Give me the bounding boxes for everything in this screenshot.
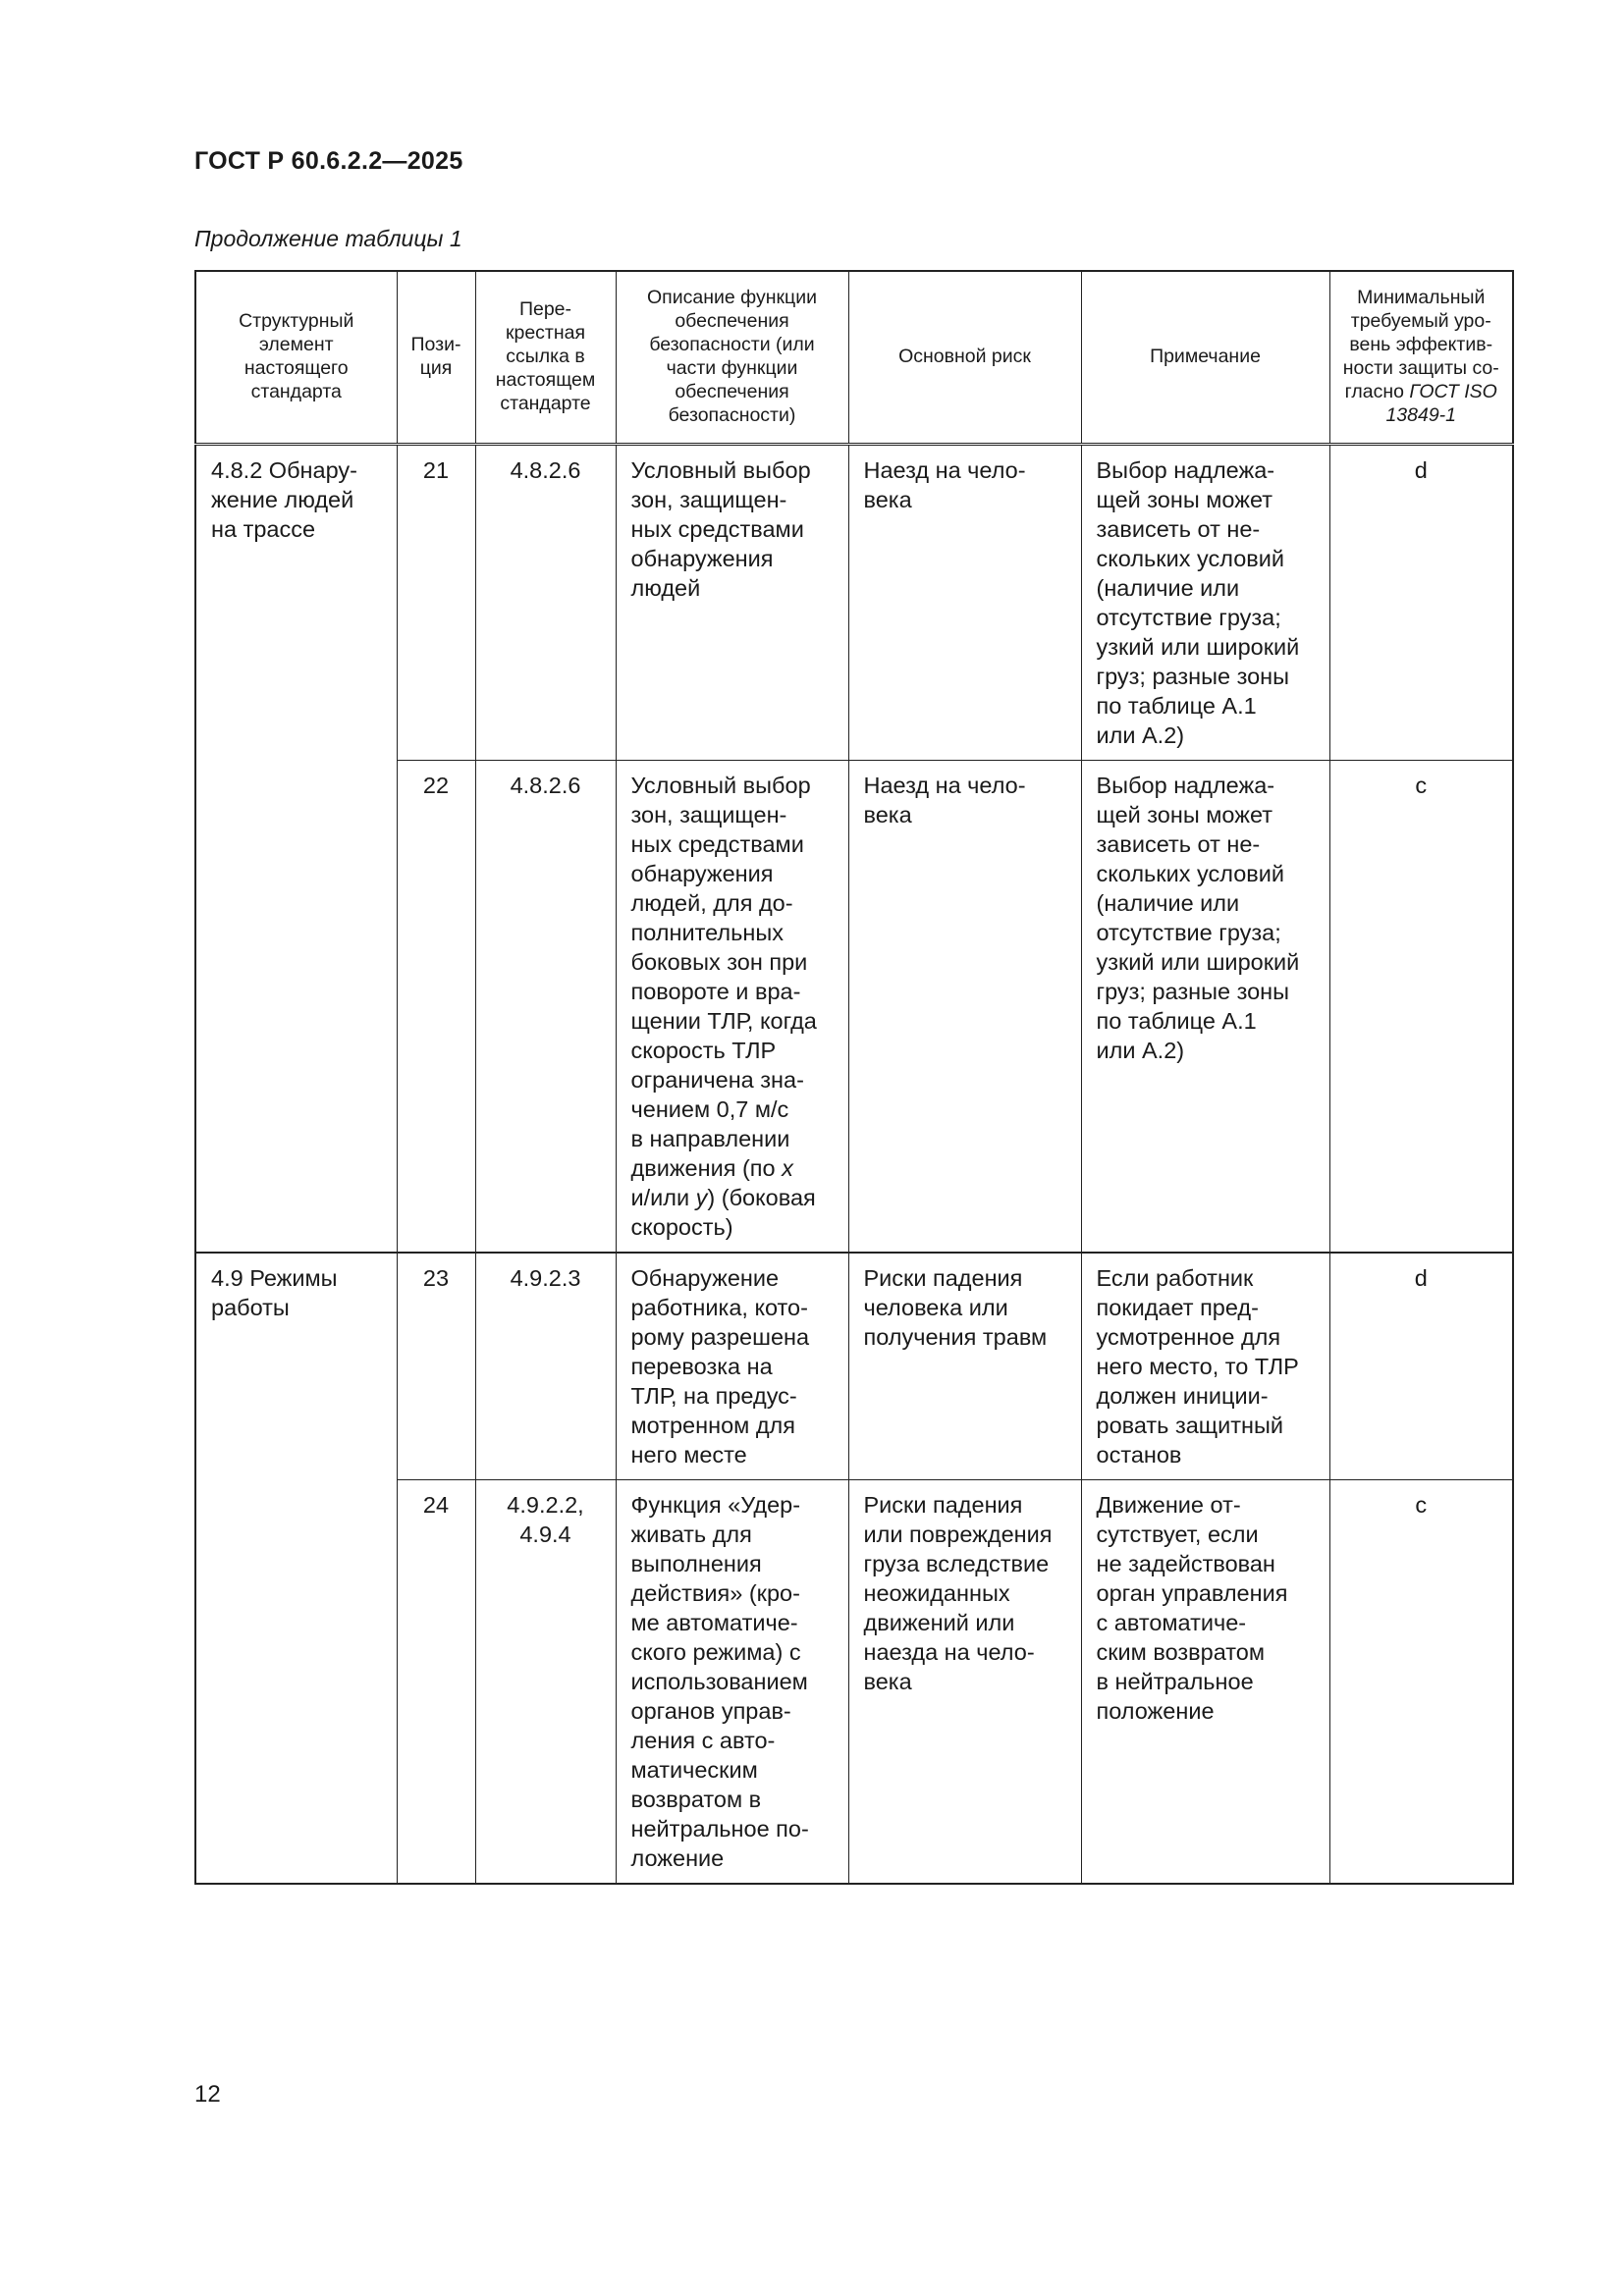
cell-risk [848,1480,1081,1885]
text-line: Описание функции [647,287,817,308]
text-line: (наличие или [1096,890,1240,916]
text-line: Условный выбор [630,457,811,483]
text-line: или А.2) [1096,722,1185,748]
text-line: сутствует, если [1096,1522,1259,1547]
cell-lines [482,1490,610,1549]
text-line: 4.9.4 [519,1522,571,1547]
cell-lines [482,1263,610,1293]
header-position [397,271,475,445]
cell-lines [864,1490,1071,1696]
text-line: стандарте [500,393,591,414]
text-line: настоящего [244,357,349,379]
text-line: него место, то ТЛР [1096,1354,1299,1379]
header-lines [404,333,469,380]
text-line: 4.8.2.6 [510,457,581,483]
text-line: ограничена зна- [630,1067,804,1093]
text-line: ных средствами [630,516,804,542]
text-line: орган управления [1096,1580,1288,1606]
text-line: усмотренное для [1096,1324,1281,1350]
text-line: ления с авто- [630,1728,776,1753]
cell-lines [631,455,839,603]
header-function-description [616,271,848,445]
header-lines [623,286,842,427]
text-line: 4.9.2.2, [507,1492,584,1518]
text-line: в нейтральное [1096,1669,1254,1694]
text-line: скорость) [630,1214,733,1240]
cell-structural-element [195,1253,397,1884]
text-line: Риски падения [863,1492,1023,1518]
text-line: 4.8.2 Обнару- [211,457,357,483]
cell-position: 22 [397,761,475,1254]
text-line: наезда на чело- [863,1639,1035,1665]
text-line: людей, для до- [630,890,793,916]
header-note [1081,271,1329,445]
cell-level: c [1329,761,1513,1254]
text-line: Пере- [518,298,572,320]
text-line: получения травм [863,1324,1048,1350]
text-line: крестная [505,322,586,344]
document-header: ГОСТ Р 60.6.2.2—2025 [194,147,463,175]
cell-position: 24 [397,1480,475,1885]
text-line: движения (по x [630,1155,793,1181]
text-line: Условный выбор [630,773,811,798]
text-line: ложение [630,1845,725,1871]
table-header-row [195,271,1513,445]
text-line: 13849-1 [1385,404,1457,426]
text-line: или повреждения [863,1522,1053,1547]
text-line: элемент [258,334,334,355]
cell-risk [848,761,1081,1254]
text-line: по таблице А.1 [1096,693,1257,719]
cell-lines [1097,1263,1320,1469]
table-caption: Продолжение таблицы 1 [194,226,462,251]
header-lines [855,345,1075,368]
text-line: людей [630,575,701,601]
text-line: Основной риск [898,346,1031,367]
text-line: щей зоны может [1096,487,1273,512]
text-line: зависеть от не- [1096,831,1261,857]
cell-note [1081,445,1329,761]
cell-lines [482,771,610,800]
cell-lines [864,455,1071,514]
header-lines [202,309,391,403]
safety-functions-table [194,270,1514,1885]
text-line: 4.9.2.3 [510,1265,581,1291]
text-line: положение [1096,1698,1215,1724]
cell-position: 21 [397,445,475,761]
text-line: не задействован [1096,1551,1275,1576]
text-line: (наличие или [1096,575,1240,601]
text-line: груз; разные зоны [1096,979,1290,1004]
cell-structural-element [195,445,397,1254]
text-line: Если работник [1096,1265,1254,1291]
text-line: Функция «Удер- [630,1492,801,1518]
text-line: настоящем [495,369,596,391]
text-line: останов [1096,1442,1182,1468]
text-line: безопасности (или [649,334,815,355]
cell-note [1081,1253,1329,1480]
text-line: отсутствие груза; [1096,920,1281,945]
text-line: использованием [630,1669,808,1694]
text-line: полнительных [630,920,784,945]
text-line: Выбор надлежа- [1096,457,1275,483]
text-line: зон, защищен- [630,802,787,828]
page-number: 12 [194,2081,221,2108]
text-line: человека или [863,1295,1008,1320]
cell-level: d [1329,1253,1513,1480]
text-line: ровать защитный [1096,1413,1284,1438]
text-line: узкий или широкий [1096,949,1300,975]
cell-position: 23 [397,1253,475,1480]
header-min-level [1329,271,1513,445]
cell-reference [475,761,616,1254]
text-line: скольких условий [1096,861,1285,886]
cell-level: d [1329,445,1513,761]
text-line: по таблице А.1 [1096,1008,1257,1034]
text-line: работы [211,1295,290,1320]
cell-reference [475,1253,616,1480]
text-line: части функции [666,357,798,379]
header-lines [1336,286,1507,427]
text-line: требуемый уро- [1350,310,1491,332]
cell-lines [631,771,839,1242]
cell-lines [631,1263,839,1469]
text-line: с автоматиче- [1096,1610,1247,1635]
cell-description [616,761,848,1254]
header-lines [1088,345,1324,368]
text-line: жение людей [211,487,354,512]
text-line: груза вследствие [863,1551,1050,1576]
cell-description [616,445,848,761]
table-row [195,1253,1513,1480]
text-line: него месте [630,1442,747,1468]
text-line: движений или [863,1610,1015,1635]
text-line: века [863,487,912,512]
text-line: работника, кото- [630,1295,808,1320]
cell-risk [848,445,1081,761]
text-line: зависеть от не- [1096,516,1261,542]
text-line: повороте и вра- [630,979,801,1004]
text-line: Наезд на чело- [863,773,1026,798]
text-line: Обнаружение [630,1265,780,1291]
text-line: гласно ГОСТ ISO [1344,381,1497,402]
text-line: органов управ- [630,1698,791,1724]
header-structural-element [195,271,397,445]
text-line: отсутствие груза; [1096,605,1281,630]
text-line: выполнения [630,1551,762,1576]
text-line: живать для [630,1522,752,1547]
text-line: обеспечения [675,381,789,402]
text-line: ского режима) с [630,1639,801,1665]
text-line: Структурный [239,310,354,332]
text-line: возвратом в [630,1787,762,1812]
cell-level: c [1329,1480,1513,1885]
text-line: должен иниции- [1096,1383,1269,1409]
text-line: матическим [630,1757,758,1783]
cell-reference [475,445,616,761]
text-line: ция [419,357,453,379]
cell-lines [864,771,1071,829]
table-row [195,445,1513,761]
header-main-risk [848,271,1081,445]
text-line: перевозка на [630,1354,773,1379]
text-line: на трассе [211,516,316,542]
text-line: или А.2) [1096,1038,1185,1063]
text-line: ме автоматиче- [630,1610,798,1635]
text-line: обнаружения [630,546,774,571]
text-line: скорость ТЛР [630,1038,777,1063]
cell-lines [211,455,387,544]
cell-note [1081,761,1329,1254]
cell-lines [864,1263,1071,1352]
text-line: Пози- [410,334,461,355]
text-line: чением 0,7 м/с [630,1096,789,1122]
cell-lines [1097,771,1320,1065]
text-line: щей зоны может [1096,802,1273,828]
cell-lines [631,1490,839,1873]
text-line: стандарта [250,381,342,402]
text-line: ссылка в [506,346,585,367]
text-line: 4.8.2.6 [510,773,581,798]
text-line: боковых зон при [630,949,808,975]
text-line: Риски падения [863,1265,1023,1291]
text-line: в направлении [630,1126,790,1151]
text-line: щении ТЛР, когда [630,1008,817,1034]
text-line: Движение от- [1096,1492,1241,1518]
text-line: ТЛР, на предус- [630,1383,797,1409]
cell-lines [1097,1490,1320,1726]
text-line: груз; разные зоны [1096,664,1290,689]
text-line: Минимальный [1357,287,1486,308]
text-line: покидает пред- [1096,1295,1259,1320]
text-line: неожиданных [863,1580,1010,1606]
text-line: безопасности) [668,404,796,426]
text-line: рому разрешена [630,1324,810,1350]
header-lines [482,297,610,415]
text-line: Наезд на чело- [863,457,1026,483]
text-line: 4.9 Режимы [211,1265,338,1291]
text-line: ским возвратом [1096,1639,1265,1665]
text-line: ных средствами [630,831,804,857]
text-line: скольких условий [1096,546,1285,571]
text-line: узкий или широкий [1096,634,1300,660]
text-line: века [863,1669,912,1694]
cell-note [1081,1480,1329,1885]
cell-lines [482,455,610,485]
text-line: Выбор надлежа- [1096,773,1275,798]
text-line: вень эффектив- [1349,334,1493,355]
cell-lines [1097,455,1320,750]
cell-lines [211,1263,387,1322]
cell-description [616,1253,848,1480]
header-cross-reference [475,271,616,445]
text-line: и/или y) (боковая [630,1185,816,1210]
cell-description [616,1480,848,1885]
cell-risk [848,1253,1081,1480]
cell-reference [475,1480,616,1885]
text-line: века [863,802,912,828]
text-line: обнаружения [630,861,774,886]
text-line: мотренном для [630,1413,795,1438]
text-line: действия» (кро- [630,1580,800,1606]
text-line: обеспечения [675,310,789,332]
text-line: Примечание [1150,346,1261,367]
text-line: зон, защищен- [630,487,787,512]
text-line: нейтральное по- [630,1816,809,1842]
text-line: ности защиты со- [1342,357,1499,379]
